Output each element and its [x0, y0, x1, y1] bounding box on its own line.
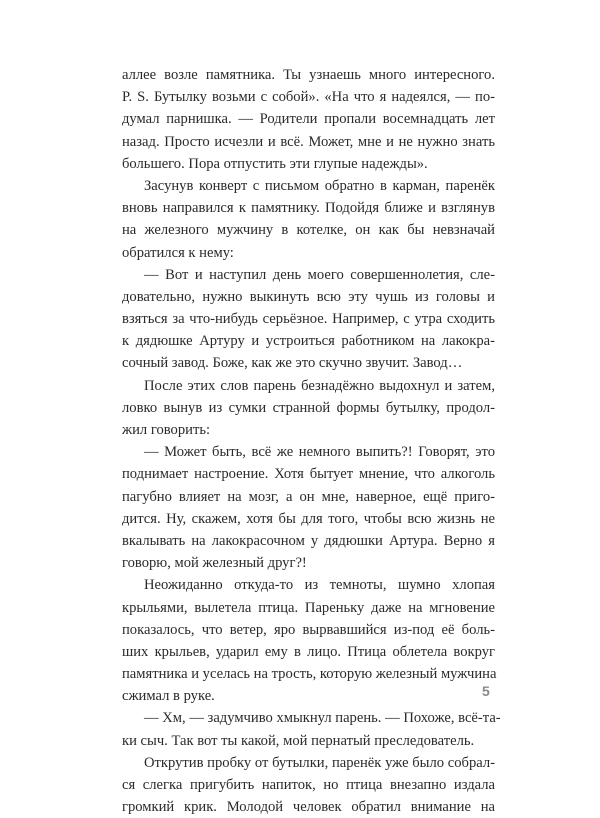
text-line: сжимал в руке.	[122, 688, 215, 705]
body-text	[122, 64, 501, 818]
text-line: довательно, нужно выкинуть всю эту чушь из головы и	[122, 288, 495, 305]
text-line: — Вот и наступил день моего совершеннолетия, сле-	[144, 266, 495, 283]
text-line: — Может быть, всё же немного выпить?! Говорят, это	[144, 444, 495, 461]
text-line: большего. Пора отпустить эти глупые надежды».	[122, 155, 428, 172]
text-line: ших крыльев, ударил ему в лицо. Птица облетела вокруг	[122, 643, 495, 660]
text-line: аллее возле памятника. Ты узнаешь много интересного.	[122, 67, 495, 83]
text-line: взяться за что-нибудь серьёзное. Например, с утра сходить	[122, 311, 495, 328]
text-line: вкалывать на лакокрасочном у дядюшки Артура. Верно я	[122, 532, 495, 549]
text-line: ловко вынув из сумки странной формы бутылку, продол-	[122, 399, 495, 416]
text-line: обратился к нему:	[122, 244, 234, 261]
text-line: на железного мужчину в котелке, он как бы невзначай	[122, 222, 495, 239]
text-line: показалось, что ветер, яро вырвавшийся из-под её боль-	[122, 621, 495, 638]
text-line: После этих слов парень безнадёжно выдохнул и затем,	[144, 377, 495, 394]
text-line: назад. Просто исчезли и всё. Может, мне и не нужно знать	[122, 133, 495, 150]
text-line: ся слегка пригубить напиток, но птица внезапно издала	[122, 777, 495, 793]
text-line: памятника и уселась на трость, которую железный мужчина	[122, 666, 497, 683]
text-line: Засунув конверт с письмом обратно в карман, паренёк	[144, 177, 495, 194]
text-line: жил говорить:	[122, 422, 211, 438]
text-line: говорю, мой железный друг?!	[122, 555, 307, 572]
text-line: — Хм, — задумчиво хмыкнул парень. — Похоже, всё-та-	[144, 710, 501, 727]
text-line: пагубно влияет на мозг, а он мне, наверное, ещё приго-	[122, 488, 495, 505]
text-line: громкий крик. Молодой человек обратил внимание на	[122, 799, 495, 816]
text-line: крыльями, вылетела птица. Пареньку даже на мгновение	[122, 599, 495, 616]
text-line: Открутив пробку от бутылки, паренёк уже было собрал-	[144, 754, 495, 771]
text-line: дится. Ну, скажем, хотя бы для того, чтобы всю жизнь не	[122, 510, 495, 527]
text-line: Неожиданно откуда-то из темноты, шумно хлопая	[144, 577, 495, 594]
text-line: ки сыч. Так вот ты какой, мой пернатый преследователь.	[122, 732, 475, 749]
text-line: к дядюшке Артуру и устроиться работником на лакокра-	[122, 333, 495, 350]
text-line: поднимает настроение. Хотя бытует мнение, что алкоголь	[122, 466, 495, 483]
text-line: сочный завод. Боже, как же это скучно звучит. Завод…	[122, 355, 463, 372]
page-number: 5	[482, 683, 490, 699]
text-line: вновь направился к памятнику. Подойдя ближе и взглянув	[122, 200, 495, 217]
text-line: P. S. Бутылку возьми с собой». «На что я надеялся, — по-	[122, 89, 495, 106]
text-line: думал парнишка. — Родители пропали восемнадцать лет	[122, 111, 495, 128]
